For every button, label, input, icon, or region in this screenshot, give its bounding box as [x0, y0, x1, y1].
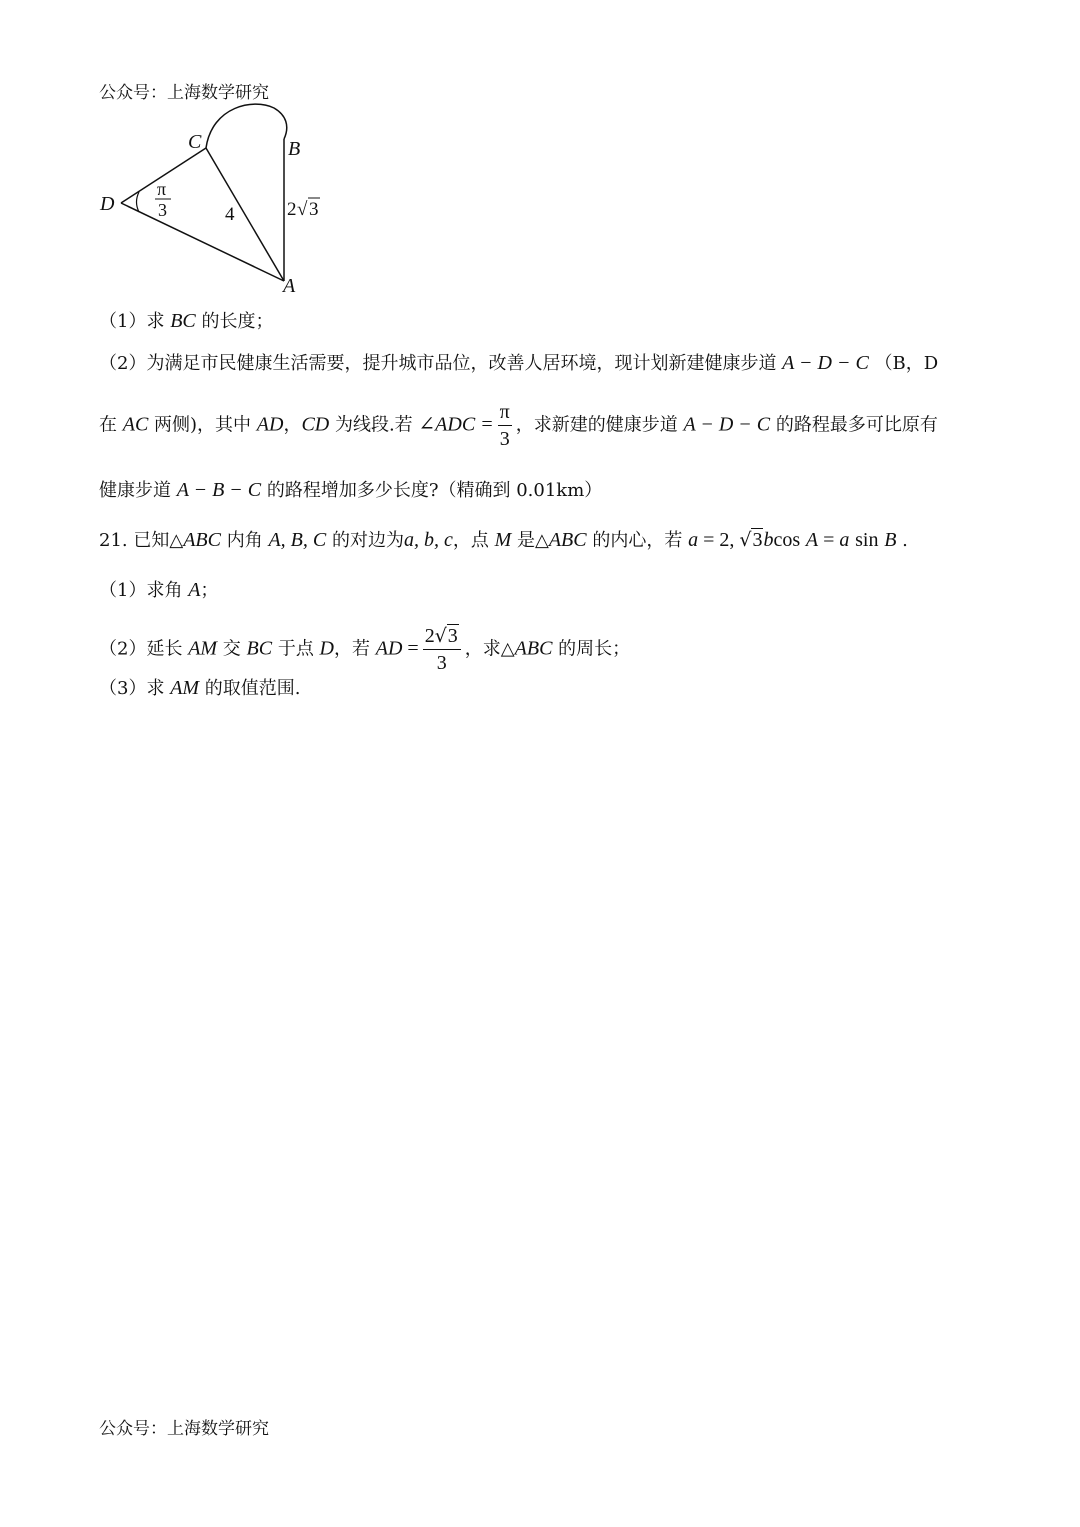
side-ca-label: 4 — [225, 204, 235, 225]
angle-denominator: 3 — [158, 200, 167, 220]
segment-ca — [206, 148, 284, 281]
semicircle-arc — [206, 104, 287, 148]
header-source: 公众号：上海数学研究 — [99, 83, 269, 103]
fraction-2root3-over-3: $\frac{2√3}{3}$ — [423, 626, 461, 673]
fraction-pi-over-3: $\frac{\pi}{3}$ — [499, 401, 510, 450]
q20-part1: （1）求 BC 的长度； — [99, 310, 274, 332]
side-ab-radicand: 3 — [309, 199, 319, 220]
label-a: A — [283, 275, 296, 297]
geometry-figure — [94, 98, 344, 303]
side-ab-coef: 2 — [287, 199, 297, 220]
q21-part1: （1）求角 A； — [99, 579, 219, 601]
q20-part2-line3: 健康步道 A − B − C 的路程增加多少长度?（精确到 0.01km） — [99, 479, 603, 501]
footer-source: 公众号：上海数学研究 — [99, 1419, 269, 1439]
q21-part3: （3）求 AM 的取值范围. — [99, 677, 301, 699]
label-b: B — [288, 138, 301, 160]
label-d: D — [100, 193, 115, 215]
side-ab-radical-sign: √ — [297, 199, 308, 220]
angle-numerator: π — [157, 179, 167, 199]
label-c: C — [188, 131, 202, 153]
angle-arc — [137, 192, 140, 212]
segment-da — [121, 203, 284, 281]
q20-part2-line2: 在 AC 两侧)，其中 AD，CD 为线段.若 ∠ADC = $\frac{\pi}{3}$ ，求新建的健康步道 A − D − C 的路程最多可比原有 — [99, 401, 938, 450]
q20-part2-line1: （2）为满足市民健康生活需要，提升城市品位，改善人居环境，现计划新建健康步道 A − D − C （B，D — [99, 352, 939, 374]
q21-stem: 21. 已知△ABC 内角 A, B, C 的对边为a, b, c，点 M 是△ABC 的内心，若 a = 2, √3bcos A = a sin B . — [99, 529, 908, 551]
q21-part2: （2）延长 AM 交 BC 于点 D，若 AD = $\frac{2√3}{3}$ ，求△ABC 的周长； — [99, 625, 631, 674]
